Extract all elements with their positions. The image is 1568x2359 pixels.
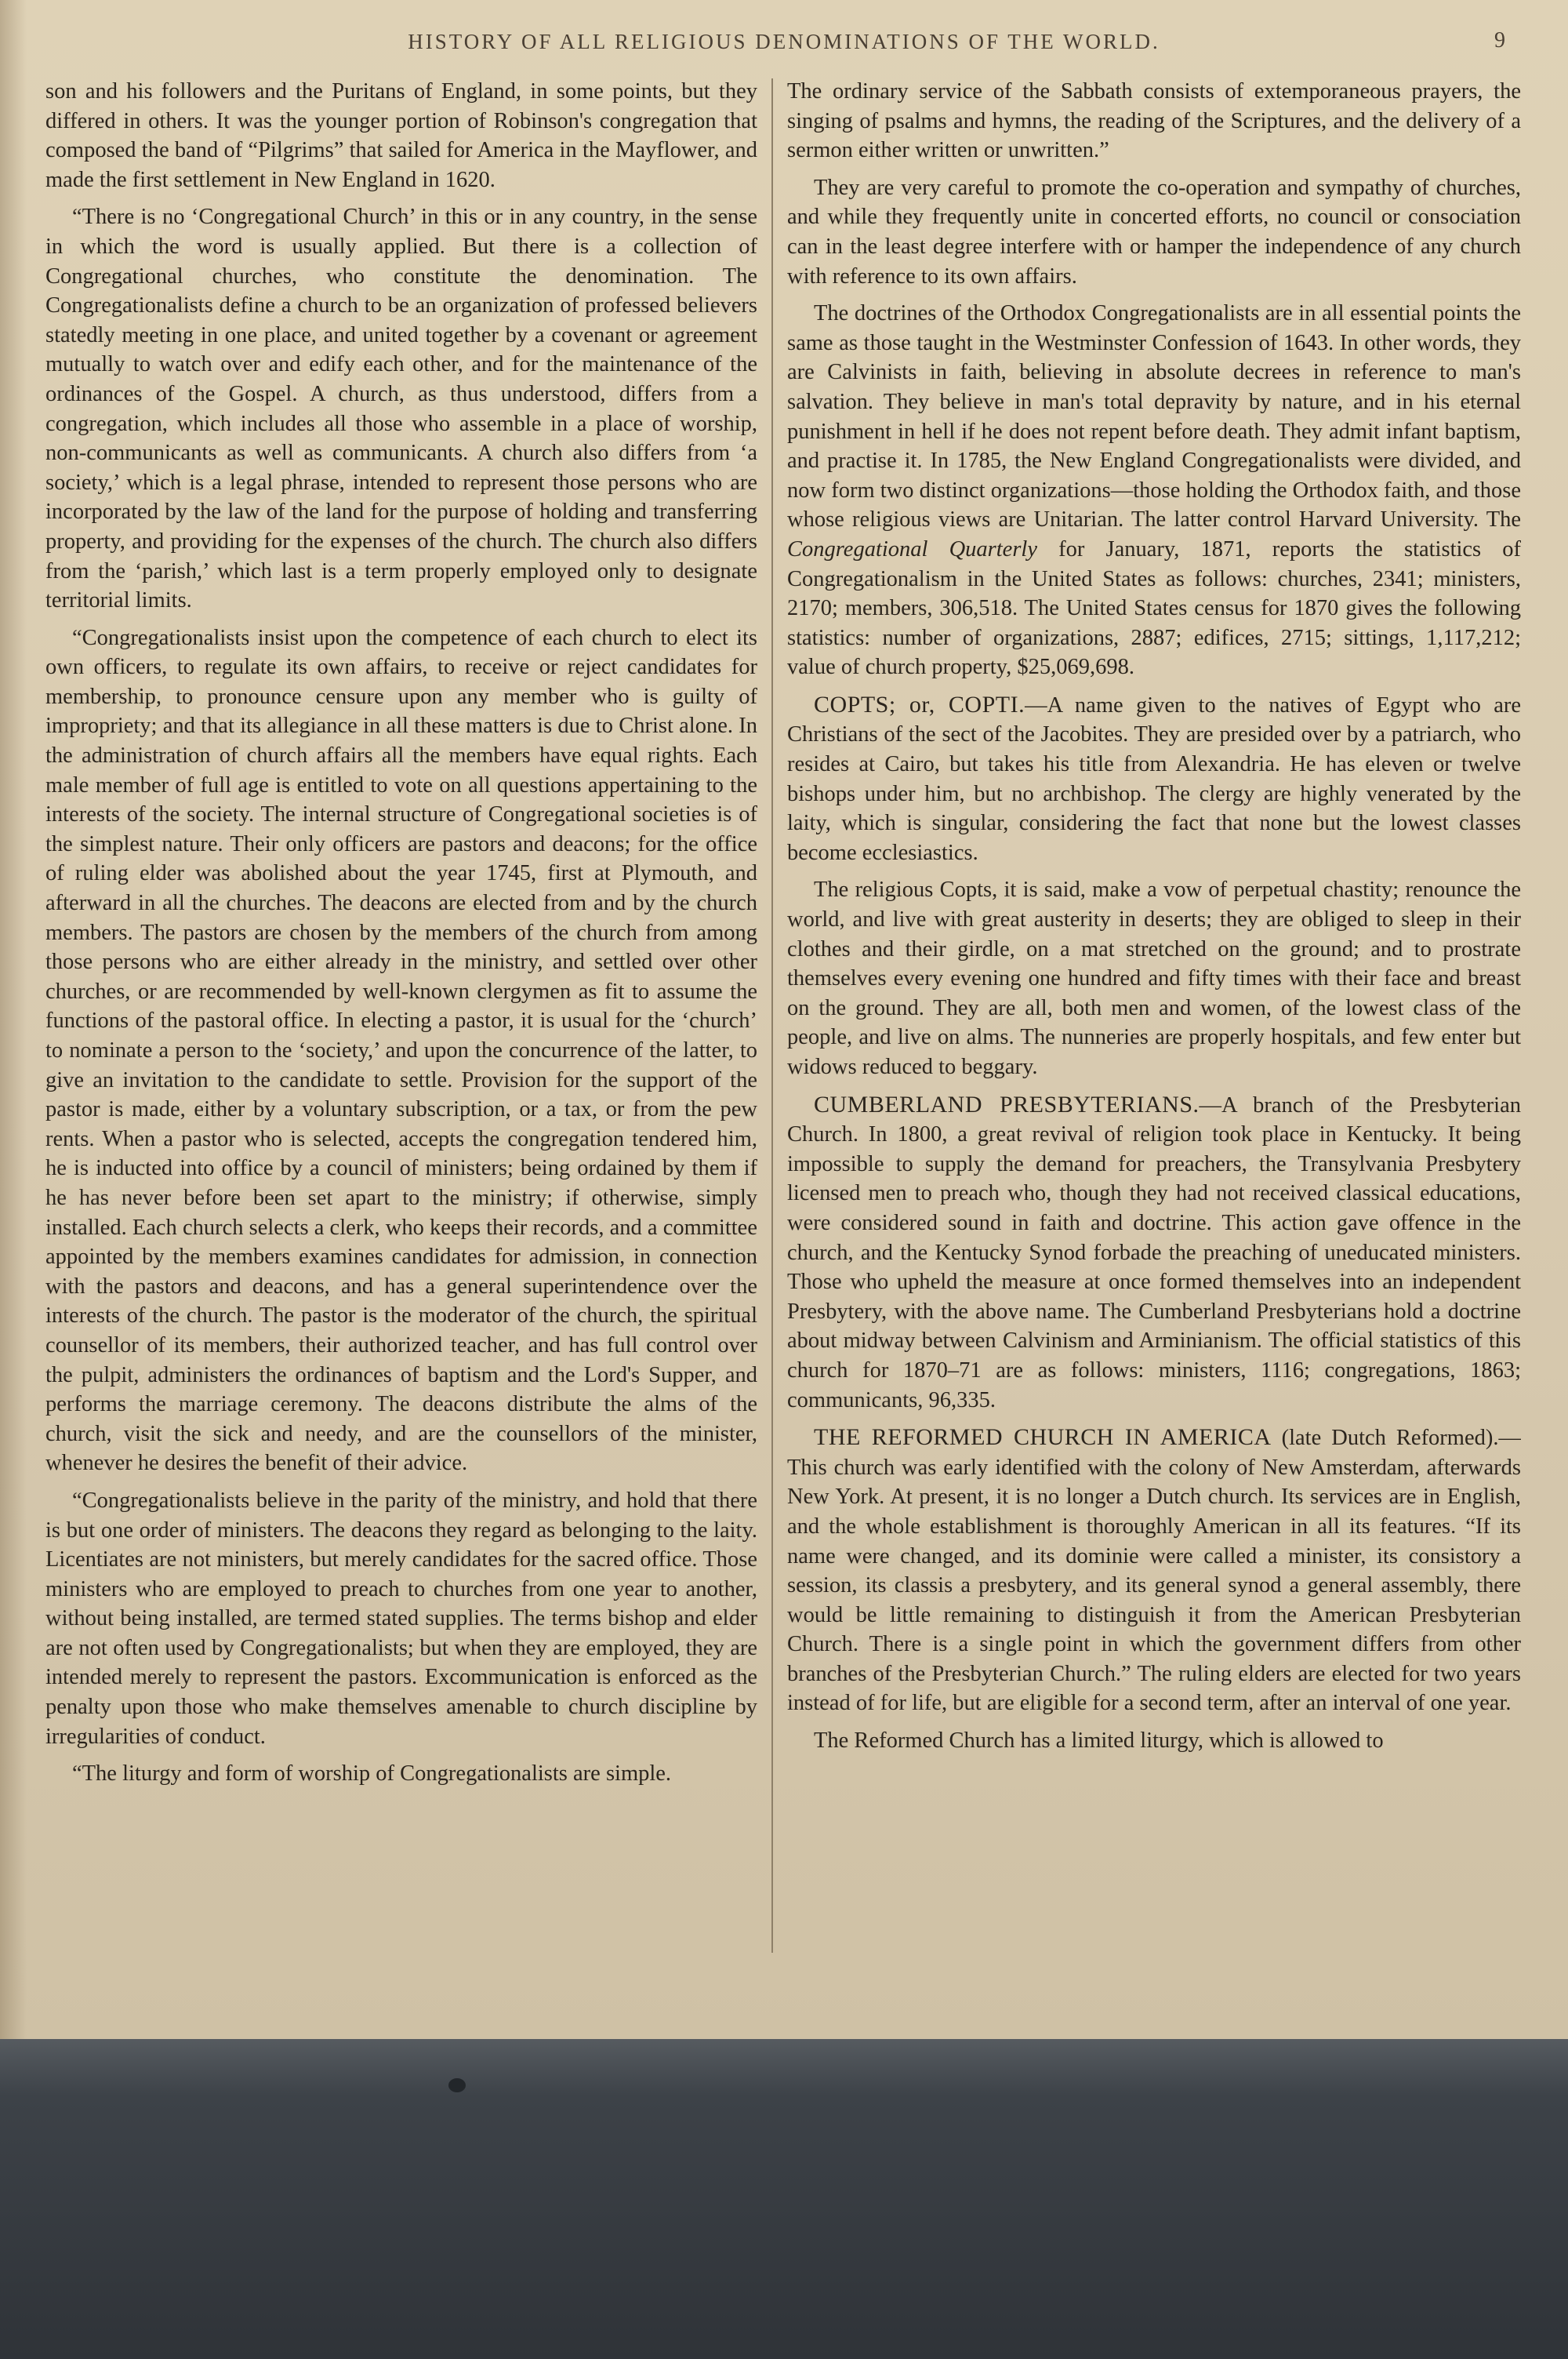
- dust-spot: [448, 2078, 466, 2092]
- paragraph: “The liturgy and form of worship of Congregationalists are simple.: [72, 1761, 672, 1787]
- paragraph: “Congregationalists insist upon the competence of each church to elect its own officers, to regulate its own affairs, to receive or reject candidates for membership, to pronounce censure upon any member who is guilty of impropriety; and that its allegiance in all these matters is due to Christ alone. In the administration of church affairs all the members have equal rights. Each male member of full age is entitled to vote on all questions appertaining to the interests of the society. The internal structure of Congregational societies is of the simplest nature. Their only officers are pastors and deacons; for the office of ruling elder was abolished about the year 1745, first at Plymouth, and afterward in all the churches. The deacons are elected from and by the church members. The pastors are chosen by the members of the church from among those persons who are either already in the ministry, and settled over other churches, or are recommended by well-known clergymen as fit to assume the functions of the pastoral office. In electing a pastor, it is usual for the ‘church’ to nominate a person to the ‘society,’ and upon the concurrence of the latter, to give an invitation to the candidate to settle. Provision for the support of the pastor is made, either by a voluntary subscription, or a tax, or from the pew rents. When a pastor who is selected, accepts the congregation tendered him, he is inducted into office by a council of ministers; being ordained by them if he has never before been set apart to the ministry; if otherwise, simply installed. Each church selects a clerk, who keeps their records, and a committee appointed by the members examines candidates for admission, in connection with the pastors and deacons, and has a general superintendence over the interests of the church. The pastor is the moderator of the church, the spiritual counsellor of its members, their authorized teacher, and has full control over the pulpit, administers the ordinances of baptism and the Lord's Supper, and performs the marriage ceremony. The deacons distribute the alms of the church, visit the sick and needy, and are the counsellors of the minister, whenever he desires the benefit of their advice.: [45, 625, 757, 1476]
- paragraph: The religious Copts, it is said, make a vow of perpetual chastity; renounce the world, and live with great austerity in deserts; they are obliged to sleep in their clothes and their girdle, on a mat stretched on the ground; and to prostrate themselves every evening one hundred and fifty times with their face and breast on the ground. They are all, both men and women, of the lowest class of the people, and live on alms. The nunneries are properly hospitals, and few enter but widows reduced to beggary.: [787, 878, 1521, 1079]
- paragraph-text: for January, 1871, reports the statistics of Congregationalism in the United States as follows: churches, 2341; ministers, 2170; members, 306,518. The United States census for 1870 gives the following statistics: number of organizations, 2887; edifices, 2715; sittings, 1,117,212; value of church property, $25,069,698.: [787, 536, 1521, 680]
- entry-text: (late Dutch Reformed).—This church was early identified with the colony of New Amsterdam, afterwards New York. At present, it is no longer a Dutch church. Its services are in English, and the whole establishment is thoroughly American in all its features. “If its name were changed, and its dominie were called a minister, its consistory a session, its classis a presbytery, and its general synod a general assembly, there would be little remaining to distinguish it from the American Presbyterian Church. There is a single point in which the government differs from other branches of the Presbyterian Church.” The ruling elders are elected for two years instead of for life, but are eligible for a second term, after an interval of one year.: [787, 1426, 1521, 1716]
- entry-text: —A name given to the natives of Egypt who are Christians of the sect of the Jacobites. They are presided over by a patriarch, who resides at Cairo, but takes his title from Alexandria. He has eleven or twelve bishops under him, but no archbishop. The clergy are highly venerated by the laity, which is singular, considering the fact that none but the lowest classes become ecclesiastics.: [787, 692, 1521, 865]
- entry-copts: [787, 690, 1521, 868]
- paragraph: They are very careful to promote the co-operation and sympathy of churches, and while they frequently unite in concerted efforts, no council or consociation can in the least degree interfere with or hamper the independence of any church with reference to its own affairs.: [787, 175, 1521, 289]
- running-header: HISTORY OF ALL RELIGIOUS DENOMINATIONS OF THE WORLD.: [408, 30, 1160, 53]
- right-column: [787, 77, 1521, 1959]
- entry-cumberland-presbyterians: [787, 1090, 1521, 1416]
- paragraph: “Congregationalists believe in the parity of the ministry, and hold that there is but one order of ministers. The deacons they regard as belonging to the laity. Licentiates are not ministers, but merely candidates for the sacred office. Those ministers who are employed to preach to churches from one year to another, without being installed, are termed stated supplies. The terms bishop and elder are not often used by Congregationalists; but when they are employed, they are intended merely to represent the pastors. Excommunication is enforced as the penalty upon those who make themselves amenable to church discipline by irregularities of conduct.: [45, 1488, 757, 1749]
- page-number: 9: [1494, 28, 1505, 53]
- entry-text: —A branch of the Presbyterian Church. In 1800, a great revival of religion took place in Kentucky. It being impossible to supply the demand for preachers, the Transylvania Presbytery licensed men to preach who, though they had not received classical educations, were considered sound in faith and doctrine. This action gave offence in the church, and the Kentucky Synod forbade the preaching of uneducated ministers. Those who upheld the measure at once formed themselves into an independent Presbytery, with the above name. The Cumberland Presbyterians hold a doctrine about midway between Calvinism and Arminianism. The official statistics of this church for 1870–71 are as follows: ministers, 1116; congregations, 1863; communicants, 96,335.: [787, 1092, 1521, 1412]
- paragraph: [787, 299, 1521, 682]
- paragraph: The ordinary service of the Sabbath consists of extemporaneous prayers, the singing of psalms and hymns, the reading of the Scriptures, and the delivery of a sermon either written or unwritten.”: [787, 79, 1521, 163]
- entry-heading: COPTS; or, COPTI.: [814, 691, 1025, 718]
- entry-reformed-church: [787, 1423, 1521, 1718]
- column-divider: [771, 78, 773, 1953]
- entry-heading: THE REFORMED CHURCH IN AMERICA: [814, 1424, 1272, 1451]
- periodical-title: Congregational Quarterly: [787, 536, 1037, 562]
- paragraph-text: The doctrines of the Orthodox Congregationalists are in all essential points the same as those taught in the Westminster Confession of 1643. In other words, they are Calvinists in faith, believing in absolute decrees in reference to man's salvation. They believe in man's total depravity by nature, and in his eternal punishment in hell if he does not repent before death. They admit infant baptism, and practise it. In 1785, the New England Congregationalists were divided, and now form two distinct organizations—those holding the Orthodox faith, and those whose religious views are Unitarian. The latter control Harvard University. The: [787, 301, 1521, 533]
- left-column: [45, 77, 757, 1959]
- paragraph: son and his followers and the Puritans of England, in some points, but they differed in others. It was the younger portion of Robinson's congregation that composed the band of “Pilgrims” that sailed for America in the Mayflower, and made the first settlement in New England in 1620.: [45, 79, 757, 192]
- paragraph: “There is no ‘Congregational Church’ in this or in any country, in the sense in which the word is usually applied. But there is a collection of Congregational churches, who constitute the denomination. The Congregationalists define a church to be an organization of professed believers statedly meeting in one place, and united together by a covenant or agreement mutually to watch over and edify each other, and for the maintenance of the ordinances of the Gospel. A church, as thus understood, differs from a congregation, which includes all those who assemble in a place of worship, non-communicants as well as communicants. A church also differs from ‘a society,’ which is a legal phrase, intended to represent those persons who are incorporated by the law of the land for the purpose of holding and transferring property, and providing for the expenses of the church. The church also differs from the ‘parish,’ which last is a term properly employed only to designate territorial limits.: [45, 205, 757, 613]
- background-surface: [0, 2039, 1568, 2359]
- paragraph: The Reformed Church has a limited liturgy, which is allowed to: [814, 1728, 1384, 1754]
- entry-heading: CUMBERLAND PRESBYTERIANS.: [814, 1091, 1200, 1118]
